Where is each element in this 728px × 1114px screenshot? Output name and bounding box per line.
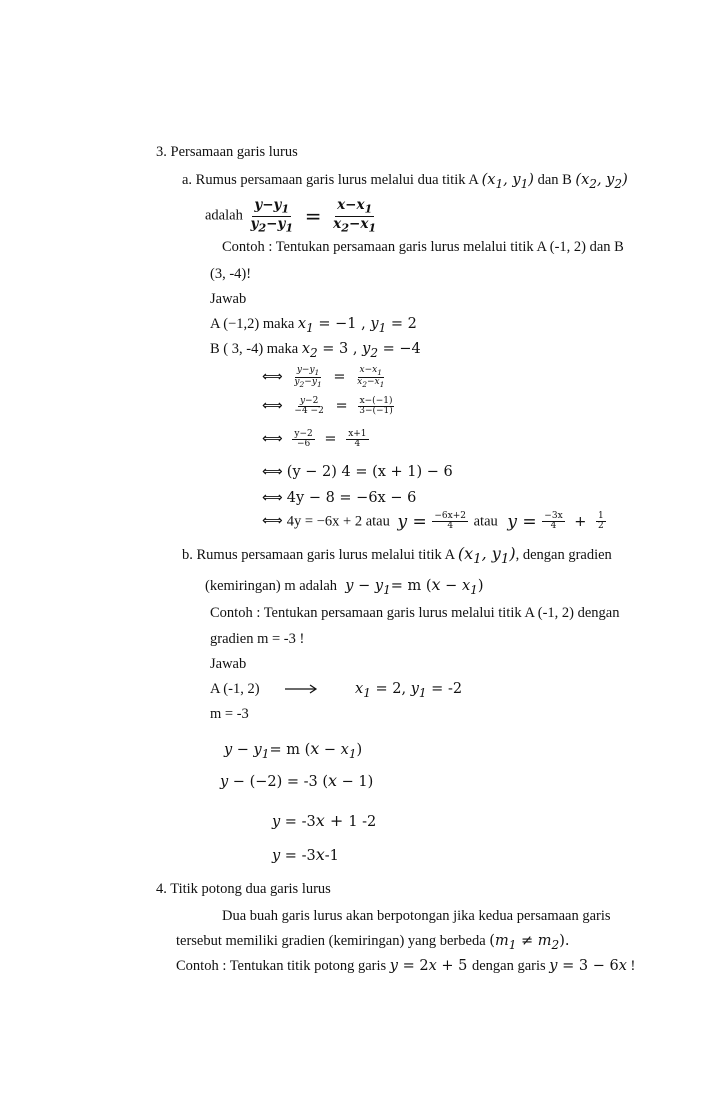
example-1-line-2: (3, -4)! xyxy=(210,266,252,282)
gradient-formula: (kemiringan) m adalah $y - y_1= m$ $(x - x_1)$ xyxy=(205,575,484,597)
answer-label-1: Jawab xyxy=(210,291,247,307)
solution-eq-3: y = -3x + 1 -2 xyxy=(272,811,377,830)
point-b-values: B ( 3, -4) maka $x_2 = 3$ , $y_2 = -4$ xyxy=(210,341,421,360)
solution-eq-1: $y - y_1= m$ $(x - x_1)$ xyxy=(224,739,363,761)
point-a-values: A (−1,2) maka $x_1 = -1$ , $y_1 = 2$ xyxy=(210,316,417,335)
step-3: ⟺ (y − 2) 4 = (x + 1) − 6 xyxy=(262,464,453,480)
section-4-title: 4. Titik potong dua garis lurus xyxy=(156,881,331,897)
example-2-line-2: gradien m = -3 ! xyxy=(210,631,305,647)
step-2b: ⟺ $\frac{y-2}{-6}$ = $\frac{x+1}{4}$ xyxy=(262,429,367,450)
example-2-line-1: Contoh : Tentukan persamaan garis lurus melalui titik A (-1, 2) dengan xyxy=(210,605,620,621)
arrow-right-icon xyxy=(284,683,320,695)
section-4-example: Contoh : Tentukan titik potong garis y = 2x + 5 dengan garis y = 3 − 6x ! xyxy=(176,958,636,974)
point-b-text: b. Rumus persamaan garis lurus melalui titik A ($x_1$, $y_1$), dengan gradien xyxy=(182,544,612,568)
point-a-given: A (-1, 2) xyxy=(210,681,260,697)
step-1: ⟺ $\frac{y-y_1}{y_2-y_1}$ = $\frac{x-x_1}{x_2-x_1}$ xyxy=(262,365,385,389)
section-4-para-1: Dua buah garis lurus akan berpotongan jika kedua persamaan garis xyxy=(222,908,611,924)
example-1-line-1: Contoh : Tentukan persamaan garis lurus melalui titik A (-1, 2) dan B xyxy=(222,239,624,255)
section-4-para-2: tersebut memiliki gradien (kemiringan) yang berbeda $(m_1 \ne m_2)$. xyxy=(176,933,570,952)
gradient-value: m = -3 xyxy=(210,706,249,722)
step-2: ⟺ $\frac{y-2}{-4 -2}$ = $\frac{x-(-1)}{3-(-1)}$ xyxy=(262,396,393,417)
solution-eq-2: y − (−2) = -3 (x − 1) xyxy=(220,771,374,790)
section-3-title: 3. Persamaan garis lurus xyxy=(156,144,298,160)
step-4: ⟺ 4y − 8 = −6x − 6 xyxy=(262,490,417,506)
two-point-formula: adalah $\frac{y-y_1}{y_2-y_1}$ = $\frac{x-x_1}{x_2-x_1}$ xyxy=(205,197,377,235)
given-values: $x_1 = 2$, $y_1 = -2$ xyxy=(355,681,463,700)
point-a-text: a. Rumus persamaan garis lurus melalui dua titik A ($x_1$, $y_1$) dan B ($x_2$, $y_2$) xyxy=(182,172,628,191)
step-5: ⟺ 4y = −6x + 2 atau y = $\frac{-6x+2}{4}$ atau y = $\frac{-3x}{4}$ + $\frac{1}{2}$ xyxy=(262,511,604,533)
solution-eq-4: y = -3x-1 xyxy=(272,845,339,864)
answer-label-2: Jawab xyxy=(210,656,247,672)
